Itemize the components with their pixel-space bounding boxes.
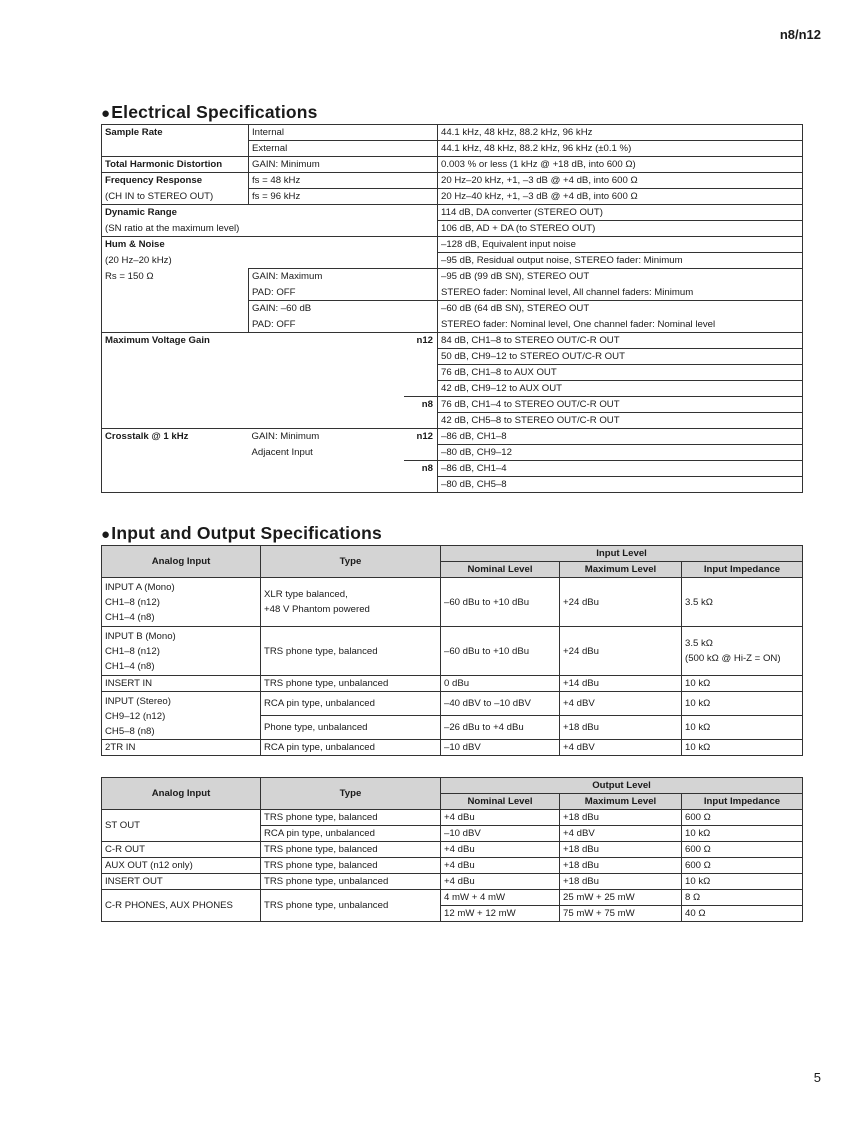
impedance-cell: 8 Ω (682, 890, 803, 906)
spec-label: (CH IN to STEREO OUT) (105, 190, 214, 202)
table-row (102, 317, 803, 333)
spec-label: Hum & Noise (102, 237, 249, 253)
spec-value: –95 dB (99 dB SN), STEREO OUT (438, 269, 803, 285)
cell-line: +48 V Phantom powered (264, 604, 370, 615)
spec-condition: GAIN: Minimum (249, 157, 438, 173)
spec-value: STEREO fader: Nominal level, All channel faders: Minimum (438, 285, 803, 301)
col-header-max: Maximum Level (560, 562, 682, 578)
input-spec-table (101, 545, 803, 756)
max-cell: +14 dBu (560, 676, 682, 692)
analog-input-cell (102, 692, 261, 740)
col-header-nominal: Nominal Level (441, 562, 560, 578)
spec-label: Maximum Voltage Gain (102, 333, 404, 349)
analog-output-cell: AUX OUT (n12 only) (102, 858, 261, 874)
model-label: n8 (404, 461, 438, 477)
col-header-analog-input: Analog Input (102, 546, 261, 578)
col-header-nominal: Nominal Level (441, 794, 560, 810)
model-label: n12 (404, 429, 438, 445)
cell-line: CH5–8 (n8) (105, 726, 155, 737)
nominal-cell: –40 dBV to –10 dBV (441, 692, 560, 716)
cell-line: CH1–4 (n8) (105, 660, 155, 672)
table-row (102, 445, 803, 461)
impedance-cell: 600 Ω (682, 842, 803, 858)
spec-condition: External (249, 141, 438, 157)
cell-line: CH1–4 (n8) (105, 611, 155, 623)
table-row (102, 221, 803, 237)
table-row (102, 413, 803, 429)
type-cell (261, 578, 441, 627)
nominal-cell: 4 mW + 4 mW (441, 890, 560, 906)
analog-input-cell: 2TR IN (102, 740, 261, 756)
table-row (102, 740, 803, 756)
col-header-output-level: Output Level (441, 778, 803, 794)
type-cell: Phone type, unbalanced (261, 716, 441, 740)
table-row (102, 285, 803, 301)
cell-line: INPUT B (Mono) (105, 630, 176, 642)
max-cell: +18 dBu (560, 842, 682, 858)
spec-value: 50 dB, CH9–12 to STEREO OUT/C-R OUT (438, 349, 803, 365)
page-number: 5 (813, 1070, 821, 1085)
spec-value: –80 dB, CH9–12 (438, 445, 803, 461)
max-cell: 25 mW + 25 mW (560, 890, 682, 906)
type-cell: TRS phone type, balanced (261, 627, 441, 676)
spec-condition: PAD: OFF (249, 285, 438, 301)
table-row (102, 157, 803, 173)
spec-value: 44.1 kHz, 48 kHz, 88.2 kHz, 96 kHz (±0.1 %) (438, 141, 803, 157)
spec-value: 20 Hz–20 kHz, +1, –3 dB @ +4 dB, into 600 Ω (438, 173, 803, 189)
nominal-cell: –10 dBV (441, 740, 560, 756)
io-title-text: Input and Output Specifications (111, 523, 382, 543)
analog-output-cell: C-R OUT (102, 842, 261, 858)
table-row (102, 189, 803, 205)
type-cell: RCA pin type, unbalanced (261, 740, 441, 756)
max-cell: +4 dBV (560, 692, 682, 716)
col-header-max: Maximum Level (560, 794, 682, 810)
table-row (102, 253, 803, 269)
max-cell: +18 dBu (560, 716, 682, 740)
nominal-cell: +4 dBu (441, 858, 560, 874)
cell-line: CH1–8 (n12) (105, 596, 160, 608)
table-row (102, 125, 803, 141)
table-row (102, 874, 803, 890)
spec-value: 76 dB, CH1–4 to STEREO OUT/C-R OUT (438, 397, 803, 413)
table-row (102, 237, 803, 253)
nominal-cell: +4 dBu (441, 810, 560, 826)
table-row (102, 205, 803, 221)
spec-value: 44.1 kHz, 48 kHz, 88.2 kHz, 96 kHz (438, 125, 803, 141)
spec-value: 114 dB, DA converter (STEREO OUT) (438, 205, 803, 221)
table-row (102, 810, 803, 826)
table-row (102, 397, 803, 413)
electrical-title-text: Electrical Specifications (111, 102, 318, 122)
nominal-cell: –60 dBu to +10 dBu (441, 627, 560, 676)
col-header-impedance: Input Impedance (682, 794, 803, 810)
nominal-cell: 12 mW + 12 mW (441, 906, 560, 922)
type-cell: TRS phone type, balanced (261, 858, 441, 874)
table-row (102, 676, 803, 692)
spec-value: 76 dB, CH1–8 to AUX OUT (438, 365, 803, 381)
type-cell: TRS phone type, balanced (261, 842, 441, 858)
table-row (102, 890, 803, 906)
impedance-cell: 10 kΩ (682, 676, 803, 692)
cell-line: 3.5 kΩ (685, 638, 713, 649)
spec-value: 42 dB, CH9–12 to AUX OUT (438, 381, 803, 397)
col-header-analog-input: Analog Input (102, 778, 261, 810)
table-row (102, 578, 803, 627)
spec-condition: GAIN: Minimum (249, 429, 404, 445)
table-row (102, 429, 803, 445)
impedance-cell: 10 kΩ (682, 716, 803, 740)
electrical-spec-title (101, 102, 318, 123)
analog-input-cell (102, 578, 261, 627)
spec-value: –80 dB, CH5–8 (438, 477, 803, 493)
spec-value: –86 dB, CH1–4 (438, 461, 803, 477)
max-cell: +18 dBu (560, 858, 682, 874)
spec-value: 84 dB, CH1–8 to STEREO OUT/C-R OUT (438, 333, 803, 349)
col-header-type: Type (261, 778, 441, 810)
table-row (102, 477, 803, 493)
spec-label: Crosstalk @ 1 kHz (102, 429, 249, 445)
analog-input-cell: INSERT IN (102, 676, 261, 692)
spec-label: Total Harmonic Distortion (102, 157, 249, 173)
table-row (102, 301, 803, 317)
col-header-type: Type (261, 546, 441, 578)
analog-output-cell: INSERT OUT (102, 874, 261, 890)
spec-label: Dynamic Range (102, 205, 249, 221)
spec-value: –86 dB, CH1–8 (438, 429, 803, 445)
spec-label: (SN ratio at the maximum level) (105, 222, 240, 234)
spec-value: STEREO fader: Nominal level, One channel fader: Nominal level (438, 317, 803, 333)
table-row (102, 461, 803, 477)
bullet-icon: ● (101, 105, 111, 122)
spec-value: 0.003 % or less (1 kHz @ +18 dB, into 600 Ω) (438, 157, 803, 173)
electrical-spec-table (101, 124, 803, 493)
table-row (102, 381, 803, 397)
spec-condition: fs = 96 kHz (249, 189, 438, 205)
nominal-cell: +4 dBu (441, 842, 560, 858)
model-label: n8 (404, 397, 438, 413)
table-row (102, 627, 803, 676)
table-row (102, 858, 803, 874)
bullet-icon: ● (101, 526, 111, 543)
table-row (102, 269, 803, 285)
spec-value: 42 dB, CH5–8 to STEREO OUT/C-R OUT (438, 413, 803, 429)
spec-label: Frequency Response (102, 173, 249, 189)
spec-label: Rs = 150 Ω (105, 271, 154, 282)
table-header-row (102, 778, 803, 794)
max-cell: +4 dBV (560, 826, 682, 842)
io-spec-title (101, 523, 382, 544)
impedance-cell: 10 kΩ (682, 740, 803, 756)
model-label: n12 (404, 333, 438, 349)
table-row (102, 692, 803, 716)
nominal-cell: –26 dBu to +4 dBu (441, 716, 560, 740)
table-row (102, 349, 803, 365)
output-spec-table (101, 777, 803, 922)
spec-value: –128 dB, Equivalent input noise (438, 237, 803, 253)
table-row (102, 842, 803, 858)
spec-condition: GAIN: Maximum (249, 269, 438, 285)
cell-line: (500 kΩ @ Hi-Z = ON) (685, 653, 781, 664)
impedance-cell: 3.5 kΩ (682, 578, 803, 627)
type-cell: RCA pin type, unbalanced (261, 826, 441, 842)
type-cell: TRS phone type, unbalanced (261, 874, 441, 890)
table-row (102, 173, 803, 189)
max-cell: +18 dBu (560, 810, 682, 826)
col-header-impedance: Input Impedance (682, 562, 803, 578)
spec-value: –60 dB (64 dB SN), STEREO OUT (438, 301, 803, 317)
cell-line: INPUT A (Mono) (105, 581, 175, 593)
model-header: n8/n12 (779, 27, 821, 42)
max-cell: 75 mW + 75 mW (560, 906, 682, 922)
impedance-cell: 10 kΩ (682, 874, 803, 890)
spec-condition: Internal (249, 125, 438, 141)
cell-line: CH9–12 (n12) (105, 711, 166, 722)
spec-value: 106 dB, AD + DA (to STEREO OUT) (438, 221, 803, 237)
impedance-cell: 40 Ω (682, 906, 803, 922)
spec-label: (20 Hz–20 kHz) (105, 255, 172, 266)
nominal-cell: –60 dBu to +10 dBu (441, 578, 560, 627)
analog-output-cell: C-R PHONES, AUX PHONES (102, 890, 261, 922)
table-row (102, 333, 803, 349)
analog-output-cell: ST OUT (102, 810, 261, 842)
spec-label: Sample Rate (105, 127, 163, 139)
spec-condition: PAD: OFF (249, 317, 438, 333)
max-cell: +24 dBu (560, 627, 682, 676)
spec-condition: fs = 48 kHz (249, 173, 438, 189)
type-cell: TRS phone type, balanced (261, 810, 441, 826)
max-cell: +18 dBu (560, 874, 682, 890)
cell-line: CH1–8 (n12) (105, 645, 160, 657)
max-cell: +24 dBu (560, 578, 682, 627)
type-cell: TRS phone type, unbalanced (261, 890, 441, 922)
col-header-input-level: Input Level (441, 546, 803, 562)
table-header-row (102, 546, 803, 562)
nominal-cell: +4 dBu (441, 874, 560, 890)
cell-line: INPUT (Stereo) (105, 696, 171, 707)
table-row (102, 141, 803, 157)
nominal-cell: –10 dBV (441, 826, 560, 842)
analog-input-cell (102, 627, 261, 676)
impedance-cell: 600 Ω (682, 858, 803, 874)
cell-line: XLR type balanced, (264, 589, 348, 600)
table-row (102, 365, 803, 381)
spec-condition: GAIN: –60 dB (249, 301, 438, 317)
max-cell: +4 dBV (560, 740, 682, 756)
nominal-cell: 0 dBu (441, 676, 560, 692)
spec-condition: Adjacent Input (251, 447, 313, 458)
impedance-cell: 10 kΩ (682, 692, 803, 716)
type-cell: RCA pin type, unbalanced (261, 692, 441, 716)
type-cell: TRS phone type, unbalanced (261, 676, 441, 692)
impedance-cell (682, 627, 803, 676)
spec-value: 20 Hz–40 kHz, +1, –3 dB @ +4 dB, into 600 Ω (438, 189, 803, 205)
spec-value: –95 dB, Residual output noise, STEREO fader: Minimum (438, 253, 803, 269)
impedance-cell: 10 kΩ (682, 826, 803, 842)
impedance-cell: 600 Ω (682, 810, 803, 826)
